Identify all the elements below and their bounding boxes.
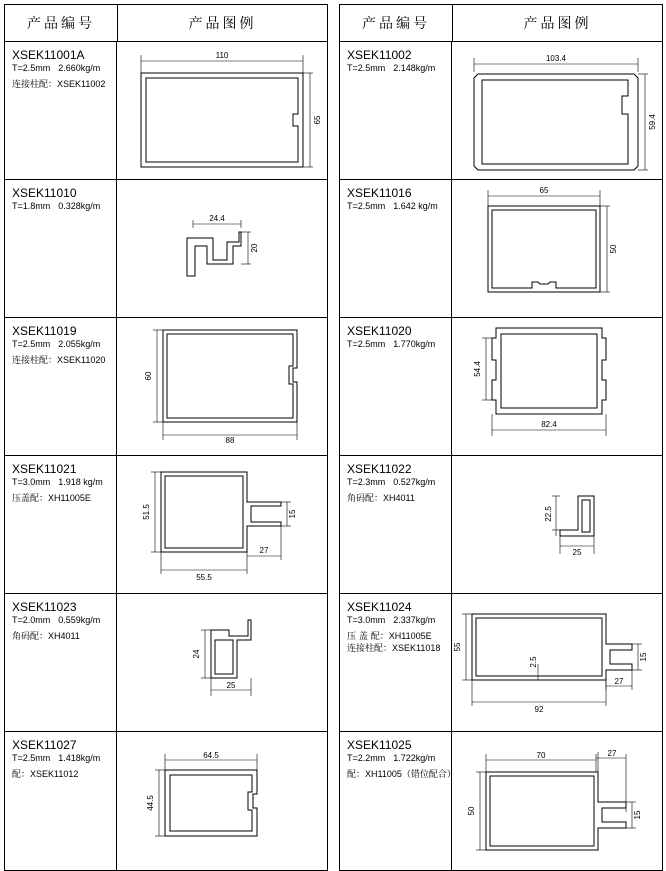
product-figure <box>117 180 327 317</box>
dimension-label: 25 <box>226 681 236 690</box>
product-code: XSEK11027 <box>12 738 77 752</box>
dimension-label: 25 <box>572 548 582 557</box>
dimension-label: 65 <box>539 186 549 195</box>
product-figure <box>452 456 662 593</box>
profile-drawing <box>452 456 664 593</box>
product-code: XSEK11024 <box>347 600 412 614</box>
profile-drawing <box>117 456 329 593</box>
product-figure <box>117 318 327 455</box>
product-row <box>5 318 327 456</box>
product-row <box>5 180 327 318</box>
dimension-label: 15 <box>288 509 297 519</box>
product-row <box>340 594 662 732</box>
product-note: 压 盖 配：XH11005E <box>347 631 432 642</box>
dimension-label: 70 <box>536 751 546 760</box>
product-row <box>5 42 327 180</box>
product-code: XSEK11023 <box>12 600 77 614</box>
dimension-label: 27 <box>607 749 617 758</box>
dimension-label: 27 <box>259 546 269 555</box>
product-spec: T=2.5mm 2.660kg/m <box>12 63 101 73</box>
header-figure: 产品图例 <box>523 16 592 32</box>
product-info <box>340 456 452 593</box>
profile-drawing <box>117 594 329 731</box>
product-spec: T=1.8mm 0.328kg/m <box>12 201 101 211</box>
table-header <box>5 5 327 42</box>
product-spec: T=2.2mm 1.722kg/m <box>347 753 436 763</box>
dimension-label: 15 <box>633 810 642 820</box>
dimension-label: 51.5 <box>142 504 151 520</box>
dimension-label: 24 <box>192 649 201 659</box>
product-spec: T=2.5mm 1.418kg/m <box>12 753 101 763</box>
product-code: XSEK11002 <box>347 48 412 62</box>
product-row <box>340 180 662 318</box>
product-figure <box>452 732 662 870</box>
dimension-label: 2.5 <box>529 656 538 668</box>
product-info <box>5 594 117 731</box>
profile-drawing <box>452 42 664 179</box>
dimension-label: 82.4 <box>541 420 557 429</box>
product-figure <box>452 318 662 455</box>
dimension-label: 88 <box>225 436 235 445</box>
product-table-left <box>4 4 328 871</box>
product-note: 连接柱配：XSEK11020 <box>12 355 106 366</box>
product-spec: T=3.0mm 2.337kg/m <box>347 615 436 625</box>
product-spec: T=3.0mm 1.918 kg/m <box>12 477 103 487</box>
product-info <box>340 594 452 731</box>
product-figure <box>117 732 327 870</box>
product-note: 配：XH11005（错位配合） <box>347 769 456 780</box>
dimension-label: 15 <box>639 652 648 662</box>
product-spec: T=2.5mm 2.055kg/m <box>12 339 101 349</box>
profile-drawing <box>452 180 664 317</box>
product-note: 压盖配：XH11005E <box>12 493 91 504</box>
header-code: 产品编号 <box>340 5 453 41</box>
product-info <box>5 42 117 179</box>
dimension-label: 20 <box>250 243 259 253</box>
product-row <box>340 732 662 870</box>
dimension-label: 27 <box>614 677 624 686</box>
product-info <box>5 456 117 593</box>
profile-drawing <box>117 318 329 455</box>
dimension-label: 59.4 <box>648 114 657 130</box>
dimension-label: 22.5 <box>544 506 553 522</box>
header-code: 产品编号 <box>5 5 118 41</box>
product-code: XSEK11020 <box>347 324 412 338</box>
table-header <box>340 5 662 42</box>
product-spec: T=2.0mm 0.559kg/m <box>12 615 101 625</box>
product-code: XSEK11016 <box>347 186 412 200</box>
product-row <box>5 732 327 870</box>
product-code: XSEK11019 <box>12 324 77 338</box>
product-row <box>5 594 327 732</box>
product-row <box>340 42 662 180</box>
product-note: 配：XSEK11012 <box>12 769 79 780</box>
product-note: 连接柱配：XSEK11018 <box>347 643 441 654</box>
product-spec: T=2.3mm 0.527kg/m <box>347 477 436 487</box>
product-code: XSEK11025 <box>347 738 412 752</box>
product-spec: T=2.5mm 2.148kg/m <box>347 63 436 73</box>
dimension-label: 50 <box>467 806 476 816</box>
product-note: 连接柱配：XSEK11002 <box>12 79 106 90</box>
product-code: XSEK11022 <box>347 462 412 476</box>
product-info <box>5 732 117 870</box>
product-info <box>340 180 452 317</box>
dimension-label: 24.4 <box>209 214 225 223</box>
dimension-label: 64.5 <box>203 751 219 760</box>
product-info <box>5 180 117 317</box>
profile-drawing <box>117 180 329 317</box>
dimension-label: 55 <box>453 642 462 652</box>
profile-drawing <box>452 732 664 869</box>
product-row <box>5 456 327 594</box>
product-code: XSEK11001A <box>12 48 85 62</box>
dimension-label: 92 <box>534 705 544 714</box>
dimension-label: 54.4 <box>473 361 482 377</box>
dimension-label: 103.4 <box>545 54 567 63</box>
product-row <box>340 318 662 456</box>
product-figure <box>452 594 662 731</box>
product-note: 角码配：XH4011 <box>347 493 415 504</box>
product-note: 角码配：XH4011 <box>12 631 80 642</box>
dimension-label: 65 <box>313 115 322 125</box>
product-table-right <box>339 4 663 871</box>
profile-drawing <box>117 732 329 869</box>
dimension-label: 44.5 <box>146 795 155 811</box>
product-info <box>340 318 452 455</box>
product-figure <box>452 180 662 317</box>
product-row <box>340 456 662 594</box>
product-spec: T=2.5mm 1.642 kg/m <box>347 201 438 211</box>
product-info <box>5 318 117 455</box>
product-info <box>340 42 452 179</box>
header-figure: 产品图例 <box>188 16 257 32</box>
dimension-label: 50 <box>609 244 618 254</box>
profile-drawing <box>452 594 664 731</box>
product-info <box>340 732 456 870</box>
profile-drawing <box>452 318 664 455</box>
product-figure <box>117 42 327 179</box>
product-code: XSEK11021 <box>12 462 77 476</box>
product-spec: T=2.5mm 1.770kg/m <box>347 339 436 349</box>
dimension-label: 110 <box>215 51 229 60</box>
dimension-label: 55.5 <box>196 573 212 582</box>
product-figure <box>117 594 327 731</box>
product-figure <box>452 42 662 179</box>
product-figure <box>117 456 327 593</box>
profile-drawing <box>117 42 329 179</box>
product-code: XSEK11010 <box>12 186 77 200</box>
dimension-label: 60 <box>144 371 153 381</box>
